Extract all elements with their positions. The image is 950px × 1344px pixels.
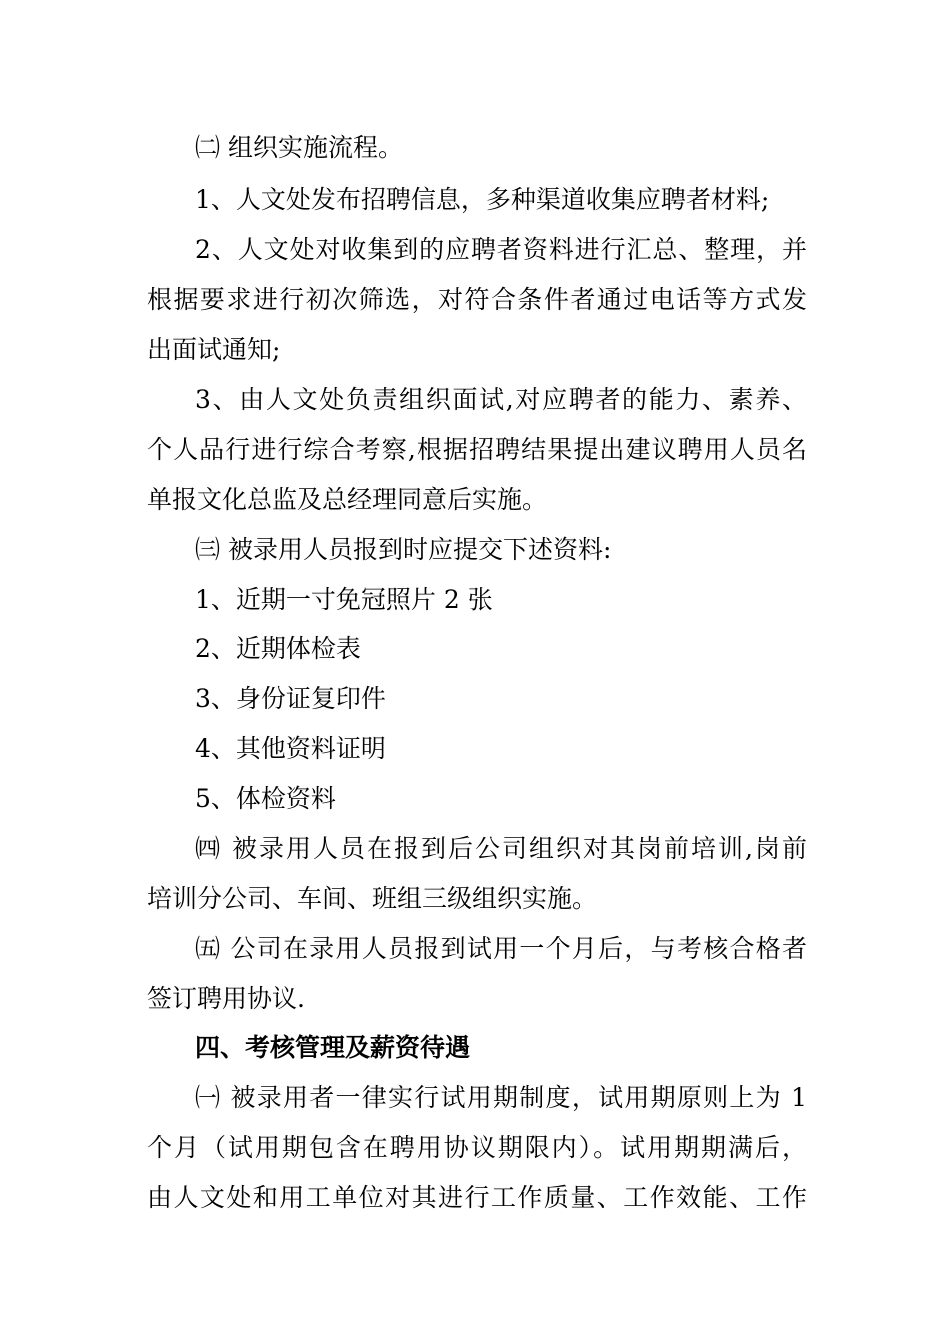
- probation-line-1: ㈠ 被录用者一律实行试用期制度，试用期原则上为 1: [195, 1083, 807, 1112]
- probation-line-3: 由人文处和用工单位对其进行工作质量、工作效能、工作: [147, 1183, 807, 1212]
- step-2-line-3: 出面试通知;: [147, 335, 281, 364]
- material-item-5: 5、体检资料: [195, 784, 336, 813]
- material-item-2: 2、近期体检表: [195, 634, 361, 663]
- step-2-line-1: 2、人文处对收集到的应聘者资料进行汇总、整理，并: [195, 235, 807, 264]
- step-2-line-2: 根据要求进行初次筛选，对符合条件者通过电话等方式发: [147, 285, 807, 314]
- section-3-heading: ㈢ 被录用人员报到时应提交下述资料:: [195, 535, 612, 564]
- probation-line-2: 个月（试用期包含在聘用协议期限内）。试用期期满后，: [147, 1133, 807, 1162]
- material-item-4: 4、其他资料证明: [195, 734, 386, 763]
- material-item-3: 3、身份证复印件: [195, 684, 386, 713]
- section-4-line-1: ㈣ 被录用人员在报到后公司组织对其岗前培训,岗前: [195, 834, 807, 863]
- section-2-heading: ㈡ 组织实施流程。: [195, 133, 403, 162]
- section-5-line-1: ㈤ 公司在录用人员报到试用一个月后，与考核合格者: [195, 934, 807, 963]
- step-3-line-2: 个人品行进行综合考察,根据招聘结果提出建议聘用人员名: [147, 435, 807, 464]
- step-3-line-1: 3、由人文处负责组织面试,对应聘者的能力、素养、: [195, 385, 807, 414]
- chapter-4-heading: 四、考核管理及薪资待遇: [195, 1033, 471, 1062]
- section-5-line-2: 签订聘用协议.: [147, 984, 305, 1013]
- section-4-line-2: 培训分公司、车间、班组三级组织实施。: [147, 884, 598, 913]
- step-1-line: 1、人文处发布招聘信息，多种渠道收集应聘者材料;: [195, 185, 770, 214]
- step-3-line-3: 单报文化总监及总经理同意后实施。: [147, 485, 548, 514]
- material-item-1: 1、近期一寸免冠照片 2 张: [195, 585, 493, 614]
